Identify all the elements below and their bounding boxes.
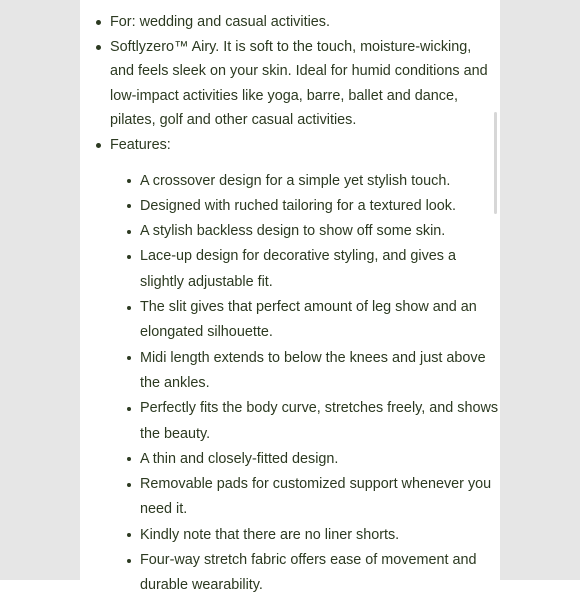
feature-item: Removable pads for customized support whenever you need it. <box>126 472 500 523</box>
features-heading: Features: <box>110 136 171 153</box>
list-item-features <box>95 133 499 599</box>
feature-item: Perfectly fits the body curve, stretches freely, and shows the beauty. <box>126 396 500 447</box>
left-margin-panel <box>0 0 80 580</box>
feature-item: Kindly note that there are no liner shorts. <box>126 523 500 548</box>
list-item-usage: For: wedding and casual activities. <box>95 10 495 35</box>
product-description-panel[interactable] <box>80 0 500 594</box>
feature-item: Four-way stretch fabric offers ease of movement and durable wearability. <box>126 548 500 599</box>
feature-item: Midi length extends to below the knees and just above the ankles. <box>126 346 500 397</box>
description-list <box>95 10 499 599</box>
features-list <box>126 169 499 599</box>
right-margin-panel <box>500 0 580 580</box>
feature-item: A stylish backless design to show off some skin. <box>126 219 500 244</box>
feature-item: Lace-up design for decorative styling, and gives a slightly adjustable fit. <box>126 244 500 295</box>
feature-item: The slit gives that perfect amount of leg show and an elongated silhouette. <box>126 295 500 346</box>
feature-item: A thin and closely-fitted design. <box>126 447 500 472</box>
feature-item: A crossover design for a simple yet stylish touch. <box>126 169 500 194</box>
feature-item: Designed with ruched tailoring for a textured look. <box>126 194 500 219</box>
list-item-fabric: Softlyzero™ Airy. It is soft to the touch, moisture-wicking, and feels sleek on your skin. Ideal for humid conditions and low-impact activities like yoga, barre, ballet and dance, pilates, golf and other casual activities. <box>95 35 495 133</box>
scrollbar-thumb[interactable] <box>494 112 497 214</box>
